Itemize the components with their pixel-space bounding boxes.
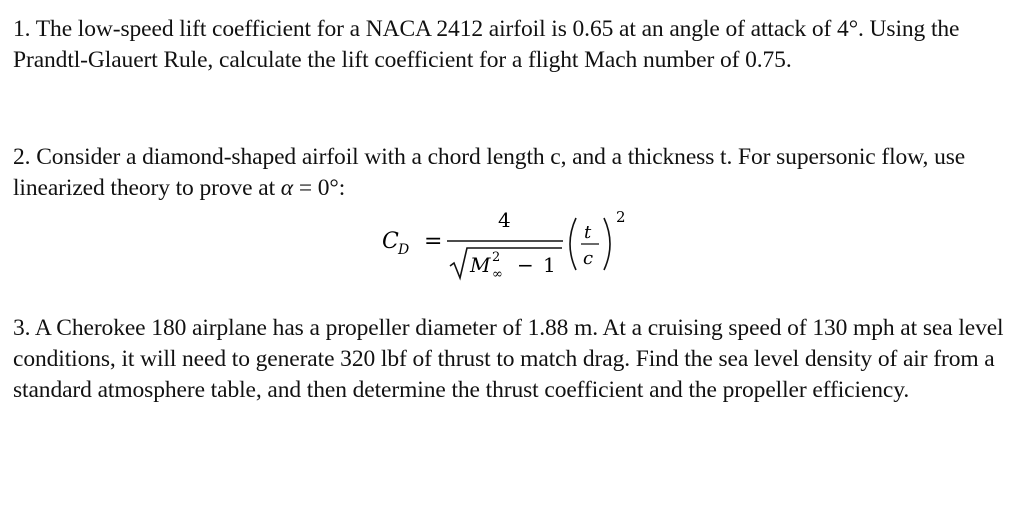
drag-coefficient-formula bbox=[380, 208, 640, 288]
formula-den-var: M bbox=[470, 253, 491, 277]
problem-1-number: 1. bbox=[13, 16, 31, 42]
formula-lhs-sub: D bbox=[398, 242, 410, 258]
problem-3-text: A Cherokee 180 airplane has a propeller diameter of 1.88 m. At a cruising speed of 130 mph at sea level conditions, it will need to generate 320 lbf of thrust to match drag. Find the sea level density of air from a standard atmosphere table, and then determine the thrust coefficient and the propeller efficiency. bbox=[13, 315, 1004, 403]
formula-ratio-bottom: c bbox=[583, 248, 594, 269]
formula-den-minus: − bbox=[517, 253, 534, 277]
formula-svg bbox=[380, 208, 640, 288]
problem-2 bbox=[13, 142, 1013, 204]
formula-exponent: 2 bbox=[616, 208, 626, 226]
right-paren bbox=[604, 218, 610, 270]
formula-den-one: 1 bbox=[543, 253, 556, 277]
problem-2-number: 2. bbox=[13, 144, 31, 170]
problem-3 bbox=[13, 313, 1013, 406]
formula-ratio-top: t bbox=[584, 222, 592, 243]
problem-2-text-before: Consider a diamond-shaped airfoil with a chord length c, and a thickness t. For supersonic flow, use linearized theory to prove at bbox=[13, 144, 966, 201]
problem-2-text-after: = 0°: bbox=[293, 175, 346, 201]
alpha-symbol: α bbox=[280, 175, 294, 201]
formula-lhs: C bbox=[382, 229, 399, 254]
left-paren bbox=[570, 218, 576, 270]
problem-1-text: The low-speed lift coefficient for a NACA 2412 airfoil is 0.65 at an angle of attack of 4°. Using the Prandtl-Glauert Rule, calculate the lift coefficient for a flight Mach number of 0.75. bbox=[13, 16, 960, 73]
formula-den-sub: ∞ bbox=[492, 267, 503, 282]
formula-numerator: 4 bbox=[498, 208, 511, 232]
formula-den-sup: 2 bbox=[492, 250, 501, 265]
problem-3-number: 3. bbox=[13, 315, 31, 341]
problem-1 bbox=[13, 14, 1013, 76]
formula-equals: = bbox=[424, 229, 443, 254]
